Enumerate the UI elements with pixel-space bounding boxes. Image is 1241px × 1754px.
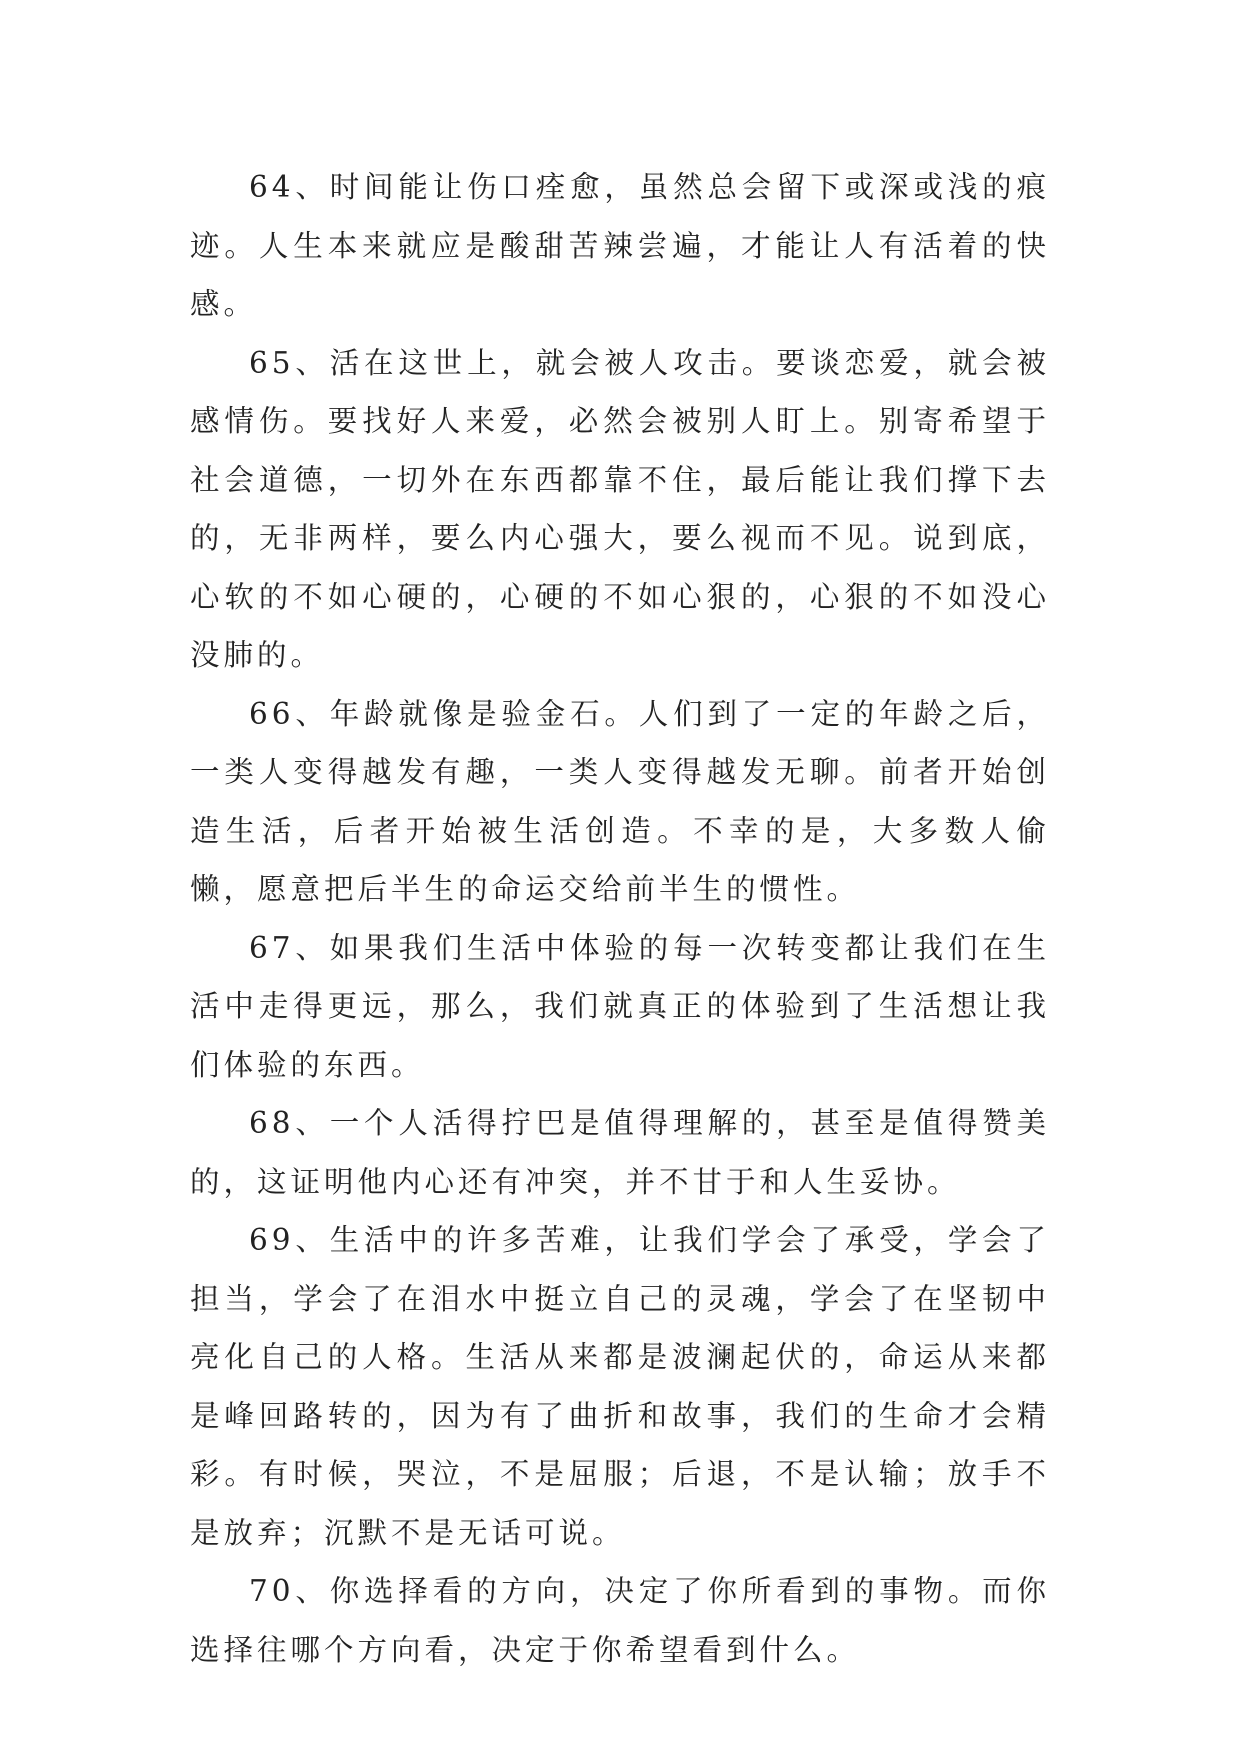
paragraph-67: 67、如果我们生活中体验的每一次转变都让我们在生活中走得更远，那么，我们就真正的体验到了生活想让我们体验的东西。 [190, 930, 1050, 1082]
paragraph-68: 68、一个人活得拧巴是值得理解的，甚至是值得赞美的，这证明他内心还有冲突，并不甘于和人生妥协。 [190, 1106, 1050, 1199]
paragraph-65: 65、活在这世上，就会被人攻击。要谈恋爱，就会被感情伤。要找好人来爱，必然会被别人盯上。别寄希望于社会道德，一切外在东西都靠不住，最后能让我们撑下去的，无非两样，要么内心强大，要么视而不见。说到底，心软的不如心硬的，心硬的不如心狠的，心狠的不如没心没肺的。 [190, 345, 1050, 672]
document-body [190, 158, 1050, 1679]
paragraph-66: 66、年龄就像是验金石。人们到了一定的年龄之后，一类人变得越发有趣，一类人变得越发无聊。前者开始创造生活，后者开始被生活创造。不幸的是，大多数人偷懒，愿意把后半生的命运交给前半生的惯性。 [190, 696, 1050, 906]
paragraph-64: 64、时间能让伤口痊愈，虽然总会留下或深或浅的痕迹。人生本来就应是酸甜苦辣尝遍，才能让人有活着的快感。 [190, 170, 1050, 321]
paragraph-70: 70、你选择看的方向，决定了你所看到的事物。而你选择往哪个方向看，决定于你希望看到什么。 [190, 1574, 1050, 1667]
paragraph-69: 69、生活中的许多苦难，让我们学会了承受，学会了担当，学会了在泪水中挺立自己的灵魂，学会了在坚韧中亮化自己的人格。生活从来都是波澜起伏的，命运从来都是峰回路转的，因为有了曲折和故事，我们的生命才会精彩。有时候，哭泣，不是屈服；后退，不是认输；放手不是放弃；沉默不是无话可说。 [190, 1223, 1050, 1550]
